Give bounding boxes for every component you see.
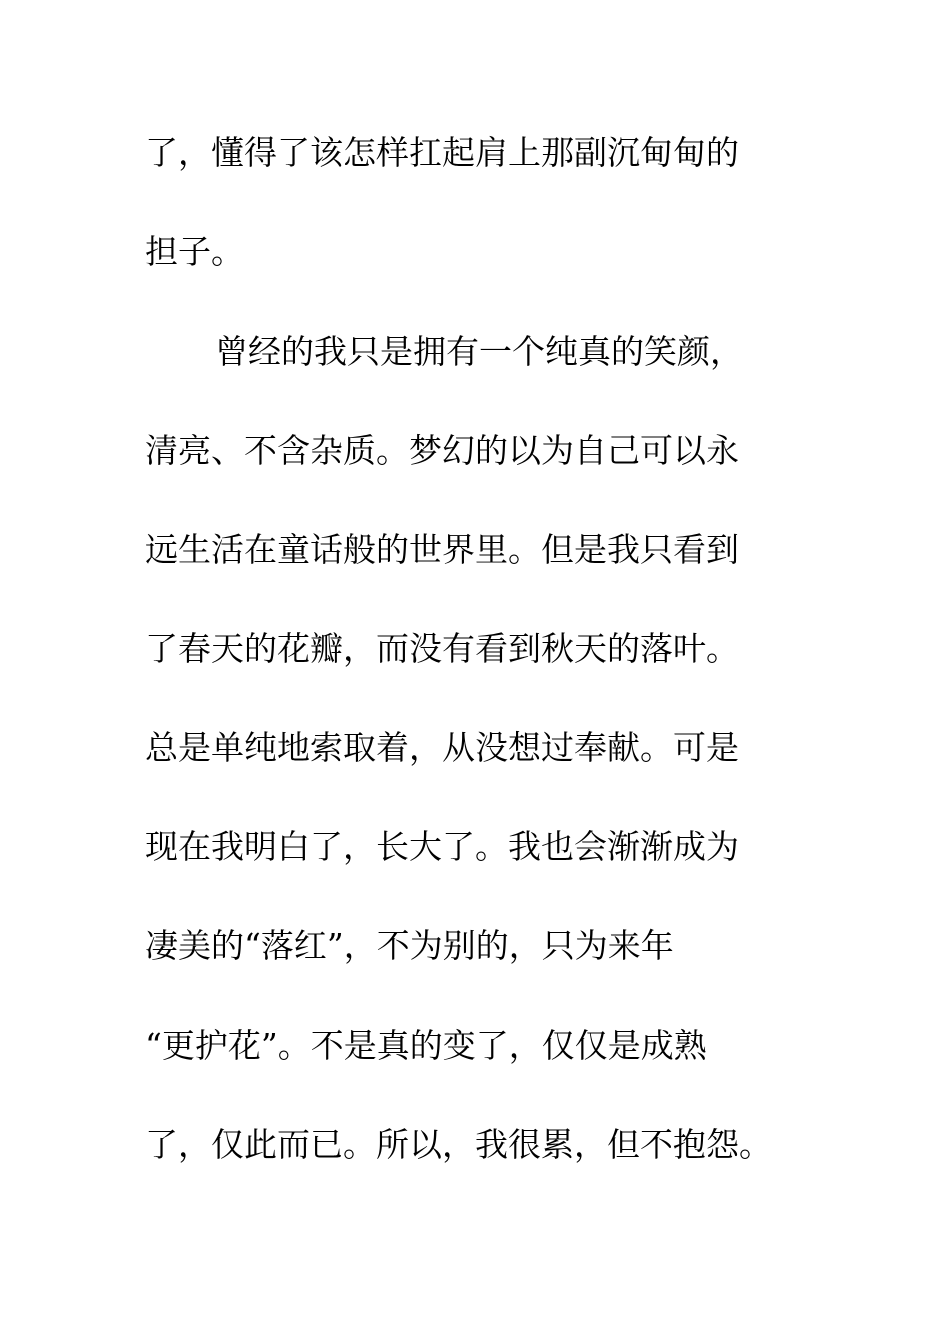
text-line: “更护花”。不是真的变了，仅仅是成熟 — [145, 1026, 707, 1065]
paragraph-first-line: 曾经的我只是拥有一个纯真的笑颜， — [215, 332, 743, 371]
text-line: 担子。 — [145, 232, 244, 271]
text-line: 总是单纯地索取着，从没想过奉献。可是 — [145, 728, 739, 767]
text-line: 远生活在童话般的世界里。但是我只看到 — [145, 530, 739, 569]
text-line: 现在我明白了，长大了。我也会渐渐成为 — [145, 827, 739, 866]
text-line: 了，懂得了该怎样扛起肩上那副沉甸甸的 — [145, 133, 739, 172]
text-line: 清亮、不含杂质。梦幻的以为自己可以永 — [145, 431, 739, 470]
text-line: 凄美的“落红”，不为别的，只为来年 — [145, 926, 674, 965]
text-line: 了，仅此而已。所以，我很累，但不抱怨。 — [145, 1125, 772, 1164]
text-line: 了春天的花瓣，而没有看到秋天的落叶。 — [145, 629, 739, 668]
